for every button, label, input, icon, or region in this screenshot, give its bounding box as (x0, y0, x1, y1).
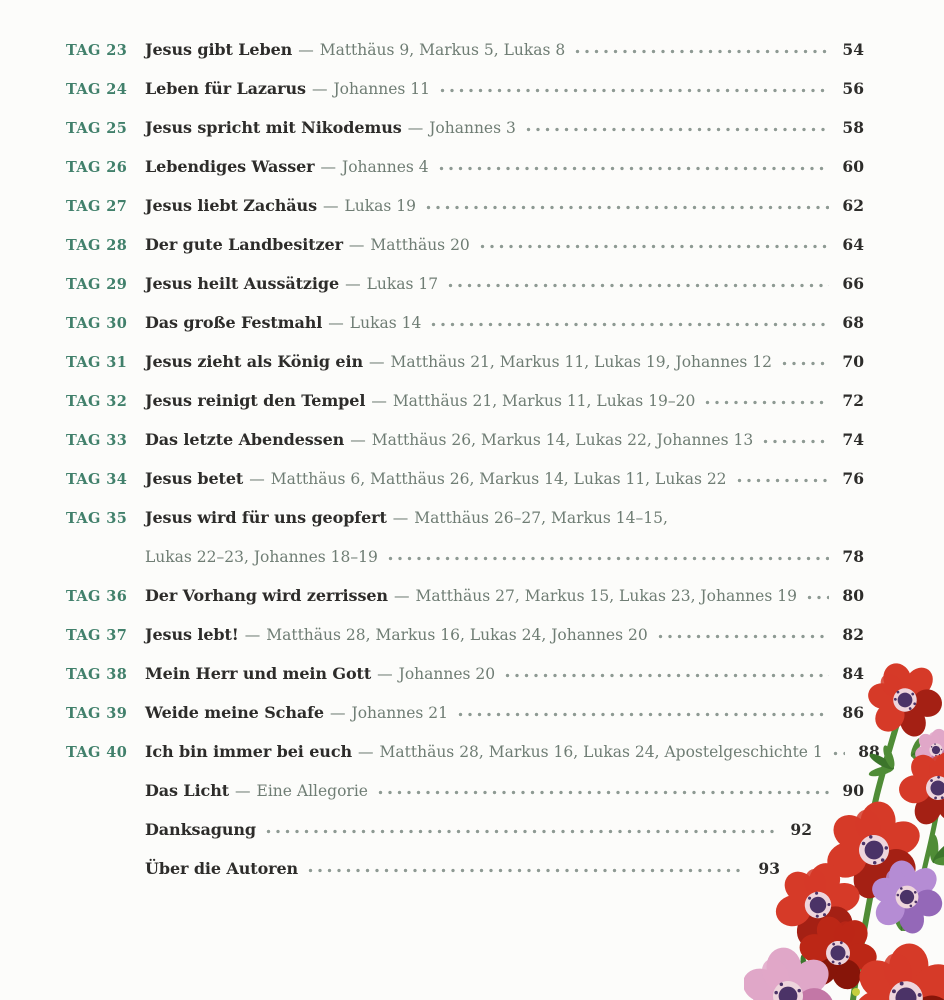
toc-entry-separator: — (298, 41, 314, 59)
toc-entry-reference: Lukas 17 (366, 275, 439, 293)
flower-illustration (744, 660, 944, 1000)
toc-entry-reference: Johannes 4 (342, 158, 429, 176)
toc-entry-page-number: 60 (842, 157, 864, 176)
toc-entry-title: Jesus reinigt den Tempel (145, 391, 366, 410)
toc-entry-dot-leader (480, 236, 829, 250)
toc-entry-body (145, 420, 753, 460)
toc-entry-title: Jesus spricht mit Nikodemus (145, 118, 402, 137)
toc-entry-day-label: TAG 32 (66, 393, 128, 410)
toc-entry-day-label: TAG 23 (66, 42, 128, 59)
toc-entry-separator: — (377, 665, 393, 683)
toc-entry-reference: Lukas 22–23, Johannes 18–19 (145, 548, 378, 566)
toc-entry-page-number: 74 (842, 430, 864, 449)
toc-entry-dot-leader (782, 353, 829, 367)
toc-entry-separator: — (322, 197, 339, 215)
toc-entry-body (145, 147, 429, 187)
toc-entry-page-number: 82 (842, 625, 864, 644)
toc-entry-dot-leader (266, 821, 777, 835)
toc-entry-page-number: 78 (842, 547, 864, 566)
toc-entry-reference: Matthäus 26–27, Markus 14–15, (414, 509, 668, 527)
toc-entry-body (145, 810, 256, 849)
toc-entry-reference: Matthäus 21, Markus 11, Lukas 19, Johannes 12 (390, 353, 772, 371)
toc-entry-day-label: TAG 31 (66, 354, 128, 371)
toc-entry-page-number: 88 (858, 742, 880, 761)
toc-entry-body (145, 693, 448, 733)
toc-entry-page-number: 90 (842, 781, 864, 800)
toc-entry-title: Das letzte Abendessen (145, 430, 345, 449)
toc-entry-dot-leader (308, 860, 745, 874)
toc-entry-body (145, 537, 378, 577)
toc-entry-day-label: TAG 35 (66, 510, 128, 527)
toc-entry-title: Das Licht (145, 781, 230, 800)
toc-entry-separator: — (392, 509, 409, 527)
toc-entry-title: Jesus heilt Aussätzige (145, 274, 340, 293)
toc-entry-body (145, 69, 430, 109)
toc-entry-dot-leader (807, 587, 829, 601)
toc-entry-reference: Johannes 21 (351, 704, 449, 722)
toc-entry (66, 225, 864, 264)
toc-entry-title: Danksagung (145, 820, 256, 839)
toc-entry-title: Weide meine Schafe (145, 703, 324, 722)
toc-entry (66, 303, 864, 342)
toc-entry-body (145, 225, 470, 265)
toc-entry-separator: — (393, 587, 410, 605)
toc-entry-page-number: 76 (842, 469, 864, 488)
toc-entry-reference: Johannes 11 (333, 80, 430, 98)
toc-entry-body (145, 459, 727, 499)
toc-entry (66, 342, 864, 381)
toc-entry (66, 381, 864, 420)
toc-entry-page-number: 62 (842, 196, 864, 215)
toc-entry-dot-leader (431, 314, 829, 328)
toc-entry-body (145, 108, 516, 148)
toc-entry-dot-leader (426, 197, 829, 211)
toc-entry-body (145, 303, 421, 343)
toc-entry-separator: — (330, 704, 346, 722)
toc-entry-title: Jesus zieht als König ein (145, 352, 364, 371)
toc-entry (66, 615, 864, 654)
toc-entry-body (145, 381, 695, 421)
toc-entry-day-label: TAG 34 (66, 471, 128, 488)
toc-entry-page-number: 92 (790, 820, 812, 839)
toc-entry-dot-leader (388, 548, 829, 562)
toc-entry-separator: — (249, 470, 265, 488)
toc-entry-body (145, 654, 495, 694)
toc-entry-title: Jesus gibt Leben (145, 40, 293, 59)
toc-entry-day-label: TAG 37 (66, 627, 128, 644)
toc-entry-dot-leader (763, 431, 829, 445)
toc-entry-body (145, 186, 416, 226)
toc-entry-dot-leader (575, 41, 829, 55)
toc-entry-separator: — (369, 353, 385, 371)
toc-entry-day-label: TAG 26 (66, 159, 128, 176)
toc-entry (66, 264, 864, 303)
toc-entry-body (145, 576, 797, 616)
toc-entry-body (145, 771, 368, 811)
toc-entry-separator: — (371, 392, 387, 410)
toc-entry-reference: Lukas 19 (344, 197, 416, 215)
toc-entry (66, 537, 864, 576)
toc-entry (66, 147, 864, 186)
toc-entry-day-label: TAG 29 (66, 276, 128, 293)
toc-entry-day-label: TAG 25 (66, 120, 128, 137)
toc-entry-day-label: TAG 40 (66, 744, 128, 761)
toc-entry-dot-leader (705, 392, 829, 406)
toc-entry-separator: — (320, 158, 337, 176)
toc-entry-page-number: 64 (842, 235, 864, 254)
toc-entry-dot-leader (526, 119, 829, 133)
toc-entry-separator: — (350, 431, 366, 449)
toc-entry-separator: — (235, 782, 251, 800)
toc-entry-title: Jesus liebt Zachäus (145, 196, 317, 215)
toc-entry-body (145, 342, 772, 382)
toc-entry-body (145, 732, 823, 772)
toc-entry (66, 186, 864, 225)
toc-entry-reference: Matthäus 26, Markus 14, Lukas 22, Johannes 13 (371, 431, 754, 449)
toc-entry (66, 459, 864, 498)
toc-entry-title: Jesus lebt! (145, 625, 239, 644)
toc-entry-day-label: TAG 39 (66, 705, 128, 722)
accent-dot (852, 988, 860, 996)
toc-entry-page-number: 58 (842, 118, 864, 137)
toc-entry-page-number: 86 (842, 703, 864, 722)
toc-entry-title: Jesus betet (145, 469, 244, 488)
toc-entry-dot-leader (737, 470, 829, 484)
toc-entry-reference: Johannes 3 (429, 119, 516, 137)
toc-entry-dot-leader (658, 626, 829, 640)
toc-entry-reference: Eine Allegorie (256, 782, 368, 800)
toc-entry-reference: Johannes 20 (398, 665, 496, 683)
toc-entry-day-label: TAG 33 (66, 432, 128, 449)
toc-entry-page-number: 66 (842, 274, 864, 293)
toc-entry (66, 69, 864, 108)
toc-entry-separator: — (328, 314, 344, 332)
toc-entry-body (145, 498, 668, 538)
toc-entry-dot-leader (448, 275, 829, 289)
toc-entry-page-number: 93 (758, 859, 780, 878)
toc-entry-page-number: 68 (842, 313, 864, 332)
toc-entry-reference: Matthäus 9, Markus 5, Lukas 8 (319, 41, 566, 59)
toc-entry-day-label: TAG 28 (66, 237, 128, 254)
toc-entry-reference: Lukas 14 (349, 314, 422, 332)
toc-entry (66, 576, 864, 615)
toc-entry-reference: Matthäus 28, Markus 16, Lukas 24, Apostelgeschichte 1 (379, 743, 823, 761)
toc-entry-separator: — (358, 743, 374, 761)
toc-entry-body (145, 615, 648, 655)
anemone-flowers (744, 660, 944, 1000)
toc-entry-separator: — (407, 119, 424, 137)
toc-entry-separator: — (348, 236, 365, 254)
toc-entry-reference: Matthäus 28, Markus 16, Lukas 24, Johannes 20 (266, 626, 648, 644)
toc-entry-separator: — (244, 626, 261, 644)
toc-entry-page-number: 56 (842, 79, 864, 98)
toc-entry-page-number: 54 (842, 40, 864, 59)
toc-entry (66, 498, 864, 537)
toc-entry-day-label: TAG 38 (66, 666, 128, 683)
toc-entry-title: Mein Herr und mein Gott (145, 664, 372, 683)
toc-entry-dot-leader (439, 158, 829, 172)
toc-entry-reference: Matthäus 6, Matthäus 26, Markus 14, Lukas 11, Lukas 22 (270, 470, 727, 488)
toc-entry-title: Jesus wird für uns geopfert (145, 508, 387, 527)
toc-entry-title: Lebendiges Wasser (145, 157, 315, 176)
toc-entry (66, 108, 864, 147)
toc-entry-body (145, 849, 298, 888)
toc-entry-title: Der gute Landbesitzer (145, 235, 343, 254)
toc-entry-body (145, 30, 565, 70)
toc-entry-separator: — (311, 80, 328, 98)
toc-entry-reference: Matthäus 27, Markus 15, Lukas 23, Johannes 19 (415, 587, 797, 605)
toc-entry-reference: Matthäus 21, Markus 11, Lukas 19–20 (392, 392, 696, 410)
toc-entry-page-number: 84 (842, 664, 864, 683)
toc-entry-day-label: TAG 36 (66, 588, 128, 605)
toc-entry-dot-leader (440, 80, 829, 94)
toc-entry-title: Der Vorhang wird zerrissen (145, 586, 388, 605)
toc-entry-page-number: 72 (842, 391, 864, 410)
toc-entry (66, 420, 864, 459)
toc-entry-day-label: TAG 30 (66, 315, 128, 332)
toc-entry (66, 30, 864, 69)
toc-entry-title: Leben für Lazarus (145, 79, 306, 98)
toc-entry-day-label: TAG 27 (66, 198, 128, 215)
toc-entry-page-number: 70 (842, 352, 864, 371)
toc-entry-page-number: 80 (842, 586, 864, 605)
toc-entry-title: Ich bin immer bei euch (145, 742, 353, 761)
toc-entry-day-label: TAG 24 (66, 81, 128, 98)
toc-entry-reference: Matthäus 20 (370, 236, 470, 254)
toc-entry-separator: — (345, 275, 361, 293)
toc-entry-title: Über die Autoren (145, 859, 299, 878)
toc-entry-title: Das große Festmahl (145, 313, 323, 332)
toc-entry-body (145, 264, 438, 304)
